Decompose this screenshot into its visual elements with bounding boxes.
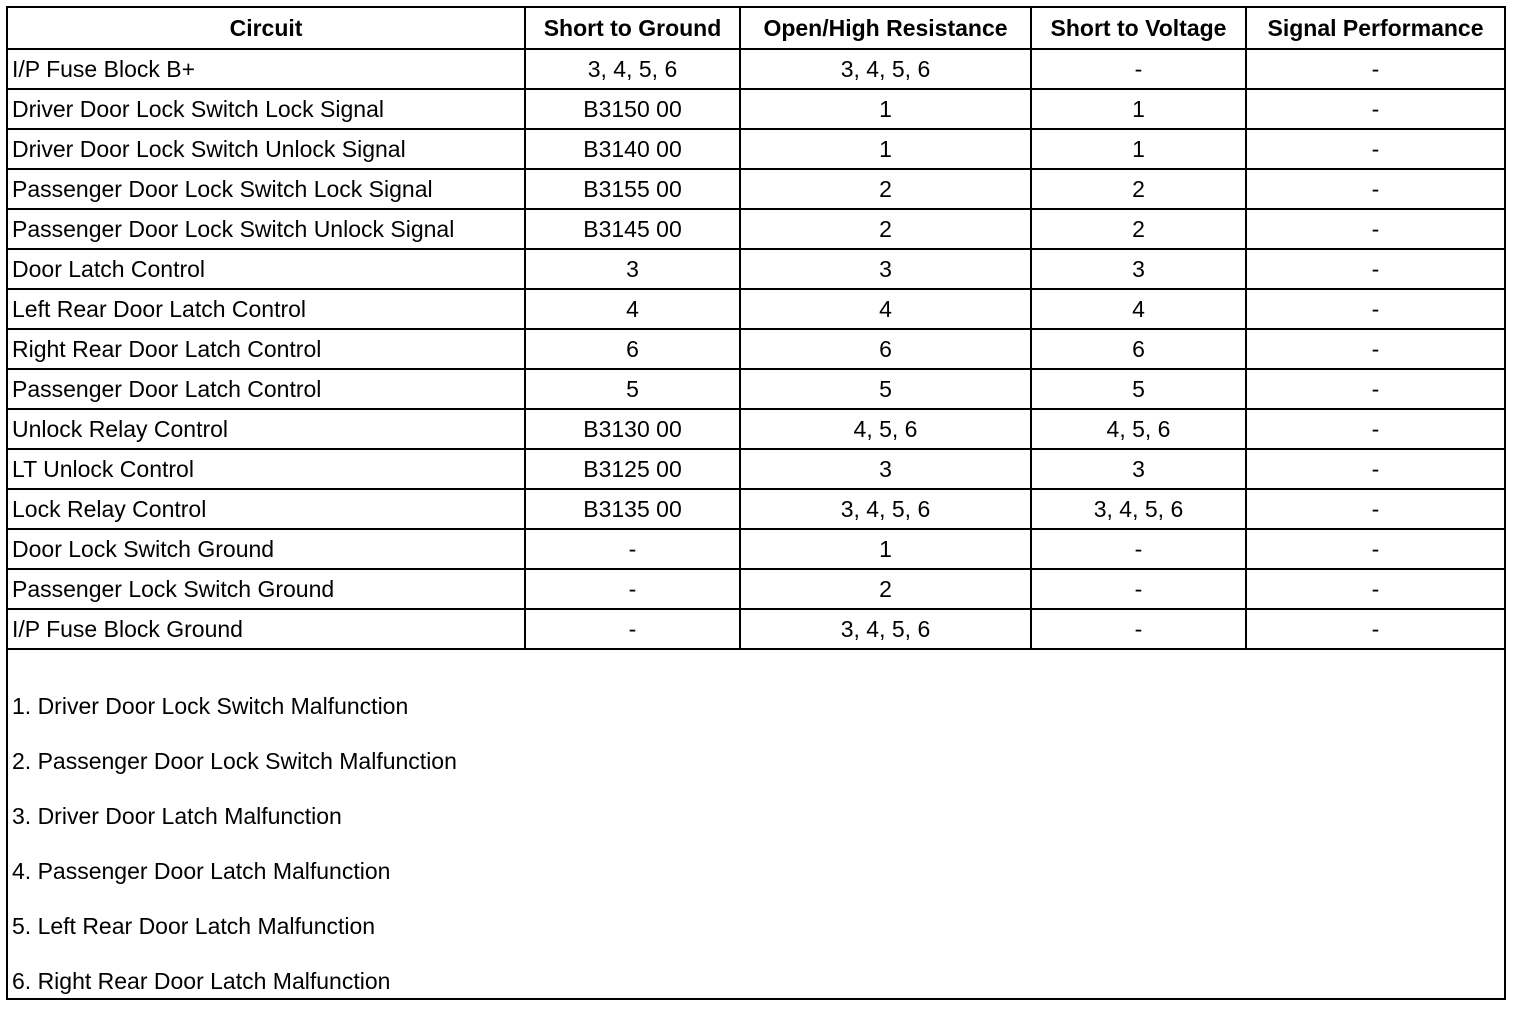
cell-open-high-resistance: 1 [740, 129, 1031, 169]
cell-circuit: Passenger Door Lock Switch Lock Signal [7, 169, 525, 209]
table-row [7, 609, 1505, 649]
cell-signal-performance: - [1246, 49, 1505, 89]
cell-short-to-voltage: - [1031, 529, 1246, 569]
cell-open-high-resistance: 5 [740, 369, 1031, 409]
cell-short-to-ground: B3130 00 [525, 409, 740, 449]
table-row [7, 169, 1505, 209]
cell-short-to-voltage: 2 [1031, 209, 1246, 249]
cell-open-high-resistance: 1 [740, 529, 1031, 569]
cell-circuit: Left Rear Door Latch Control [7, 289, 525, 329]
footnote-item: 3. Driver Door Latch Malfunction [12, 803, 342, 829]
cell-circuit: I/P Fuse Block B+ [7, 49, 525, 89]
cell-short-to-ground: B3135 00 [525, 489, 740, 529]
cell-signal-performance: - [1246, 449, 1505, 489]
cell-open-high-resistance: 3, 4, 5, 6 [740, 49, 1031, 89]
table-row [7, 489, 1505, 529]
cell-circuit: Passenger Door Latch Control [7, 369, 525, 409]
header-short-to-ground: Short to Ground [525, 7, 740, 49]
cell-short-to-voltage: 6 [1031, 329, 1246, 369]
cell-short-to-ground: 3, 4, 5, 6 [525, 49, 740, 89]
cell-open-high-resistance: 4 [740, 289, 1031, 329]
table-row [7, 129, 1505, 169]
cell-circuit: Lock Relay Control [7, 489, 525, 529]
cell-signal-performance: - [1246, 89, 1505, 129]
cell-circuit: Unlock Relay Control [7, 409, 525, 449]
cell-short-to-ground: B3125 00 [525, 449, 740, 489]
cell-short-to-voltage: 3, 4, 5, 6 [1031, 489, 1246, 529]
cell-short-to-ground: B3140 00 [525, 129, 740, 169]
cell-short-to-ground: B3155 00 [525, 169, 740, 209]
footnote-item: 2. Passenger Door Lock Switch Malfunction [12, 748, 457, 774]
cell-open-high-resistance: 4, 5, 6 [740, 409, 1031, 449]
cell-signal-performance: - [1246, 289, 1505, 329]
cell-short-to-ground: - [525, 569, 740, 609]
footnote-item: 1. Driver Door Lock Switch Malfunction [12, 693, 409, 719]
cell-signal-performance: - [1246, 609, 1505, 649]
cell-short-to-voltage: 4, 5, 6 [1031, 409, 1246, 449]
cell-signal-performance: - [1246, 329, 1505, 369]
cell-short-to-ground: - [525, 529, 740, 569]
table-row [7, 49, 1505, 89]
cell-short-to-ground: B3150 00 [525, 89, 740, 129]
cell-short-to-voltage: - [1031, 609, 1246, 649]
cell-signal-performance: - [1246, 249, 1505, 289]
table-body [7, 49, 1505, 649]
cell-circuit: Passenger Lock Switch Ground [7, 569, 525, 609]
cell-circuit: Passenger Door Lock Switch Unlock Signal [7, 209, 525, 249]
cell-open-high-resistance: 3, 4, 5, 6 [740, 609, 1031, 649]
cell-open-high-resistance: 1 [740, 89, 1031, 129]
table-row [7, 289, 1505, 329]
footnote-item: 6. Right Rear Door Latch Malfunction [12, 968, 391, 994]
cell-signal-performance: - [1246, 209, 1505, 249]
cell-short-to-voltage: 2 [1031, 169, 1246, 209]
table-row [7, 249, 1505, 289]
cell-circuit: Driver Door Lock Switch Lock Signal [7, 89, 525, 129]
table-row [7, 409, 1505, 449]
cell-circuit: Driver Door Lock Switch Unlock Signal [7, 129, 525, 169]
cell-open-high-resistance: 2 [740, 569, 1031, 609]
cell-signal-performance: - [1246, 129, 1505, 169]
cell-short-to-ground: 5 [525, 369, 740, 409]
cell-circuit: Door Latch Control [7, 249, 525, 289]
cell-short-to-voltage: - [1031, 569, 1246, 609]
cell-open-high-resistance: 2 [740, 209, 1031, 249]
cell-short-to-voltage: 1 [1031, 89, 1246, 129]
cell-signal-performance: - [1246, 409, 1505, 449]
cell-short-to-ground: 4 [525, 289, 740, 329]
cell-open-high-resistance: 6 [740, 329, 1031, 369]
cell-open-high-resistance: 3 [740, 249, 1031, 289]
table-row [7, 569, 1505, 609]
footnotes [8, 685, 1498, 1015]
cell-short-to-ground: 6 [525, 329, 740, 369]
cell-short-to-ground: - [525, 609, 740, 649]
cell-circuit: Right Rear Door Latch Control [7, 329, 525, 369]
circuit-diagnostic-table [6, 6, 1506, 650]
table-row [7, 89, 1505, 129]
cell-circuit: Door Lock Switch Ground [7, 529, 525, 569]
cell-short-to-voltage: 5 [1031, 369, 1246, 409]
table-row [7, 329, 1505, 369]
cell-signal-performance: - [1246, 169, 1505, 209]
header-row [7, 7, 1505, 49]
cell-signal-performance: - [1246, 489, 1505, 529]
table-row [7, 529, 1505, 569]
cell-signal-performance: - [1246, 369, 1505, 409]
cell-short-to-voltage: 3 [1031, 449, 1246, 489]
footnote-item: 4. Passenger Door Latch Malfunction [12, 858, 391, 884]
footnote-item: 5. Left Rear Door Latch Malfunction [12, 913, 376, 939]
cell-circuit: I/P Fuse Block Ground [7, 609, 525, 649]
cell-short-to-voltage: 4 [1031, 289, 1246, 329]
table-row [7, 369, 1505, 409]
cell-short-to-ground: 3 [525, 249, 740, 289]
cell-circuit: LT Unlock Control [7, 449, 525, 489]
header-short-to-voltage: Short to Voltage [1031, 7, 1246, 49]
cell-short-to-voltage: 1 [1031, 129, 1246, 169]
cell-short-to-voltage: - [1031, 49, 1246, 89]
table-row [7, 449, 1505, 489]
cell-signal-performance: - [1246, 529, 1505, 569]
cell-open-high-resistance: 2 [740, 169, 1031, 209]
cell-signal-performance: - [1246, 569, 1505, 609]
cell-open-high-resistance: 3, 4, 5, 6 [740, 489, 1031, 529]
table-row [7, 209, 1505, 249]
header-circuit: Circuit [7, 7, 525, 49]
cell-short-to-ground: B3145 00 [525, 209, 740, 249]
cell-short-to-voltage: 3 [1031, 249, 1246, 289]
table-header [7, 7, 1505, 49]
header-signal-performance: Signal Performance [1246, 7, 1505, 49]
cell-open-high-resistance: 3 [740, 449, 1031, 489]
header-open-high-resistance: Open/High Resistance [740, 7, 1031, 49]
